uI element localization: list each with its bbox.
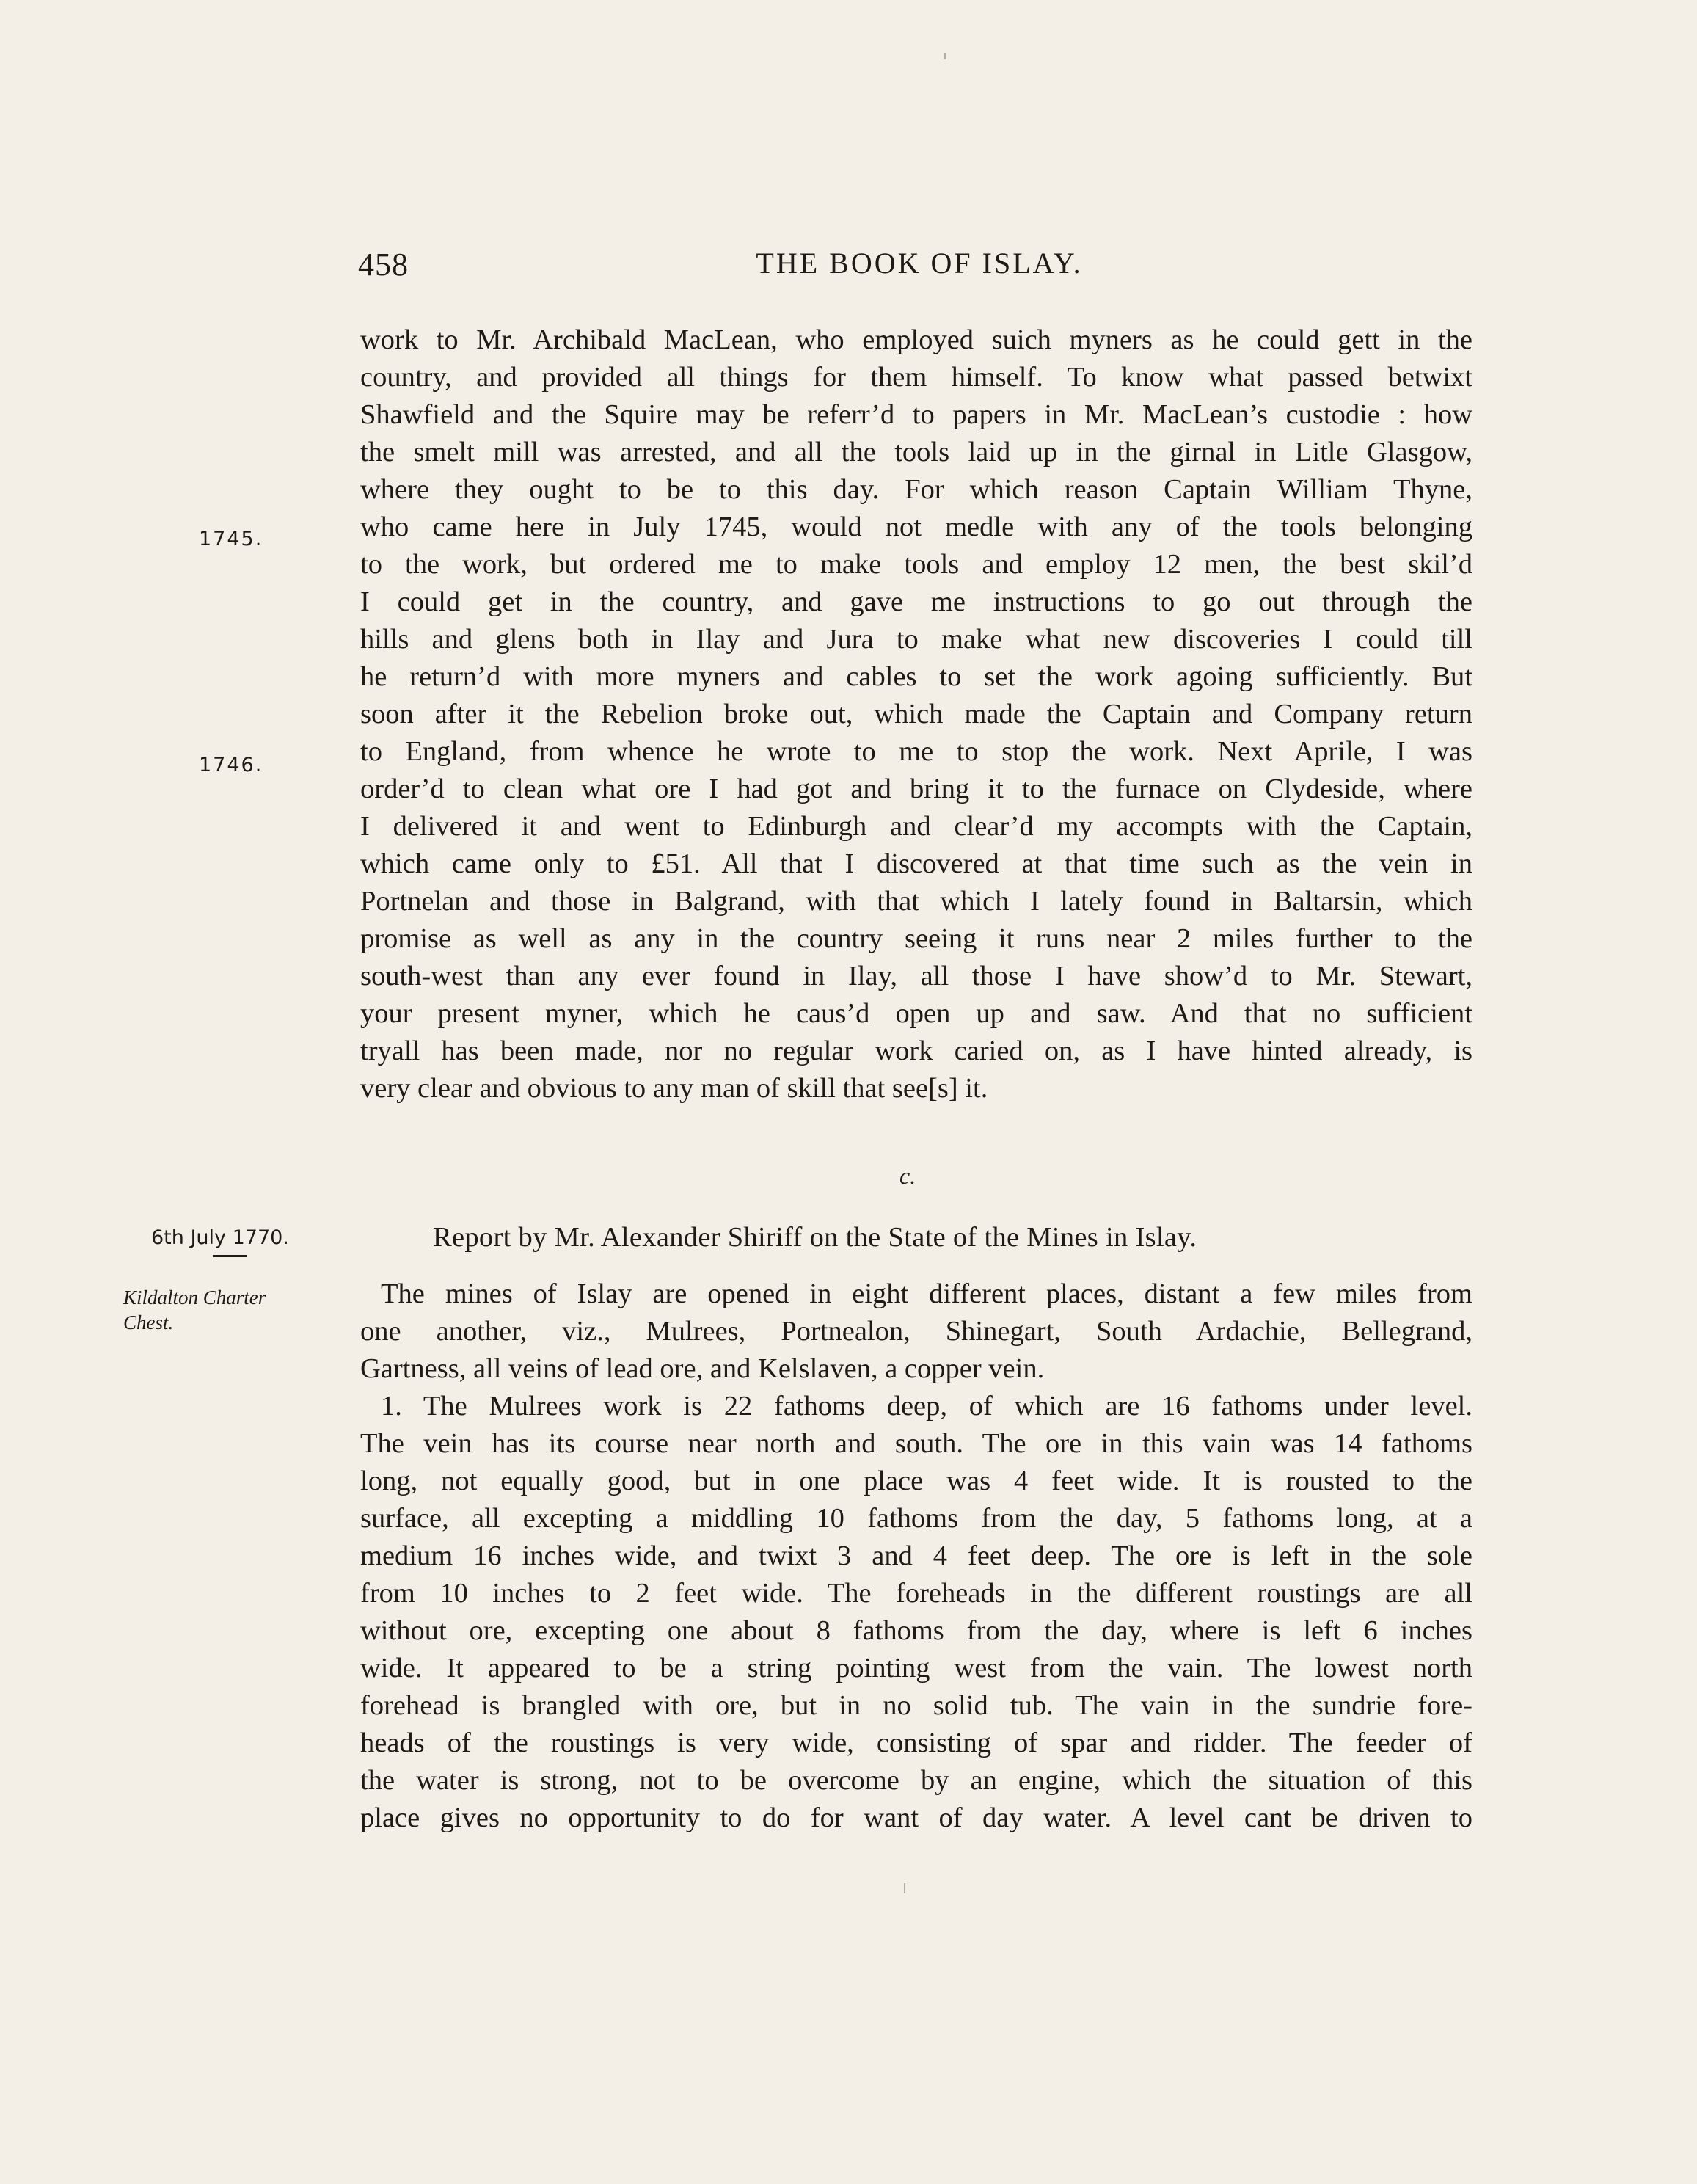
- text-line: surface, all excepting a middling 10 fathoms from the day, 5 fathoms long, at a: [360, 1503, 1472, 1534]
- margin-date: 6th July 1770.: [151, 1226, 289, 1249]
- text-line: the water is strong, not to be overcome by an engine, which the situation of this: [360, 1765, 1472, 1796]
- text-line: The mines of Islay are opened in eight different places, distant a few miles from: [381, 1278, 1472, 1309]
- section-letter: c.: [899, 1162, 916, 1189]
- text-line: tryall has been made, nor no regular work caried on, as I have hinted already, is: [360, 1035, 1472, 1066]
- text-line: without ore, excepting one about 8 fathoms from the day, where is left 6 inches: [360, 1615, 1472, 1646]
- text-line: your present myner, which he caus’d open up and saw. And that no sufficient: [360, 998, 1472, 1029]
- text-line: south-west than any ever found in Ilay, all those I have show’d to Mr. Stewart,: [360, 961, 1472, 991]
- margin-year-1745: 1745.: [199, 528, 263, 550]
- margin-source: [123, 1285, 266, 1335]
- text-line: Portnelan and those in Balgrand, with that which I lately found in Baltarsin, which: [360, 886, 1472, 917]
- text-line: promise as well as any in the country seeing it runs near 2 miles further to the: [360, 923, 1472, 954]
- text-line: heads of the roustings is very wide, consisting of spar and ridder. The feeder of: [360, 1728, 1472, 1758]
- margin-year-1746: 1746.: [199, 754, 263, 776]
- text-line: where they ought to be to this day. For which reason Captain William Thyne,: [360, 474, 1472, 505]
- text-line: place gives no opportunity to do for want of day water. A level cant be driven to: [360, 1802, 1472, 1833]
- paper-speck: [904, 1883, 905, 1893]
- text-line: hills and glens both in Ilay and Jura to make what new discoveries I could till: [360, 624, 1472, 655]
- text-line: he return’d with more myners and cables to set the work agoing sufficiently. But: [360, 661, 1472, 692]
- text-line: order’d to clean what ore I had got and bring it to the furnace on Clydeside, where: [360, 774, 1472, 804]
- text-line: Shawfield and the Squire may be referr’d to papers in Mr. MacLean’s custodie : how: [360, 399, 1472, 430]
- text-line: I could get in the country, and gave me instructions to go out through the: [360, 586, 1472, 617]
- text-line: work to Mr. Archibald MacLean, who employed suich myners as he could gett in the: [360, 324, 1472, 355]
- running-header: [358, 246, 1481, 290]
- date-underline: [213, 1255, 247, 1257]
- text-line: Gartness, all veins of lead ore, and Kelslaven, a copper vein.: [360, 1353, 1045, 1384]
- text-line: to England, from whence he wrote to me to stop the work. Next Aprile, I was: [360, 736, 1472, 767]
- section-heading: Report by Mr. Alexander Shiriff on the State of the Mines in Islay.: [433, 1222, 1197, 1253]
- text-line: wide. It appeared to be a string pointing west from the vain. The lowest north: [360, 1653, 1472, 1684]
- text-line: one another, viz., Mulrees, Portnealon, Shinegart, South Ardachie, Bellegrand,: [360, 1316, 1472, 1347]
- text-line: The vein has its course near north and south. The ore in this vain was 14 fathoms: [360, 1428, 1472, 1459]
- text-line: I delivered it and went to Edinburgh and clear’d my accompts with the Captain,: [360, 811, 1472, 842]
- text-line: medium 16 inches wide, and twixt 3 and 4 feet deep. The ore is left in the sole: [360, 1540, 1472, 1571]
- text-line: very clear and obvious to any man of skill that see[s] it.: [360, 1073, 988, 1104]
- paper-speck: [944, 53, 946, 59]
- text-line: long, not equally good, but in one place was 4 feet wide. It is rousted to the: [360, 1466, 1472, 1496]
- text-line: forehead is brangled with ore, but in no solid tub. The vain in the sundrie fore-: [360, 1690, 1472, 1721]
- text-line: to the work, but ordered me to make tools and employ 12 men, the best skil’d: [360, 549, 1472, 580]
- text-line: which came only to £51. All that I discovered at that time such as the vein in: [360, 848, 1472, 879]
- source-line: Chest.: [123, 1311, 174, 1333]
- running-title: THE BOOK OF ISLAY.: [756, 247, 1083, 280]
- text-line: soon after it the Rebelion broke out, which made the Captain and Company return: [360, 699, 1472, 729]
- text-line: country, and provided all things for them himself. To know what passed betwixt: [360, 362, 1472, 393]
- page-number: 458: [358, 247, 409, 283]
- text-line: from 10 inches to 2 feet wide. The foreheads in the different roustings are all: [360, 1578, 1472, 1609]
- text-line: 1. The Mulrees work is 22 fathoms deep, of which are 16 fathoms under level.: [381, 1391, 1472, 1422]
- first-passage: [360, 321, 1472, 1107]
- text-line: the smelt mill was arrested, and all the tools laid up in the girnal in Litle Glasgow,: [360, 437, 1472, 467]
- report-passage: [360, 1275, 1472, 1837]
- source-line: Kildalton Charter: [123, 1286, 266, 1308]
- text-line: who came here in July 1745, would not medle with any of the tools belonging: [360, 512, 1472, 542]
